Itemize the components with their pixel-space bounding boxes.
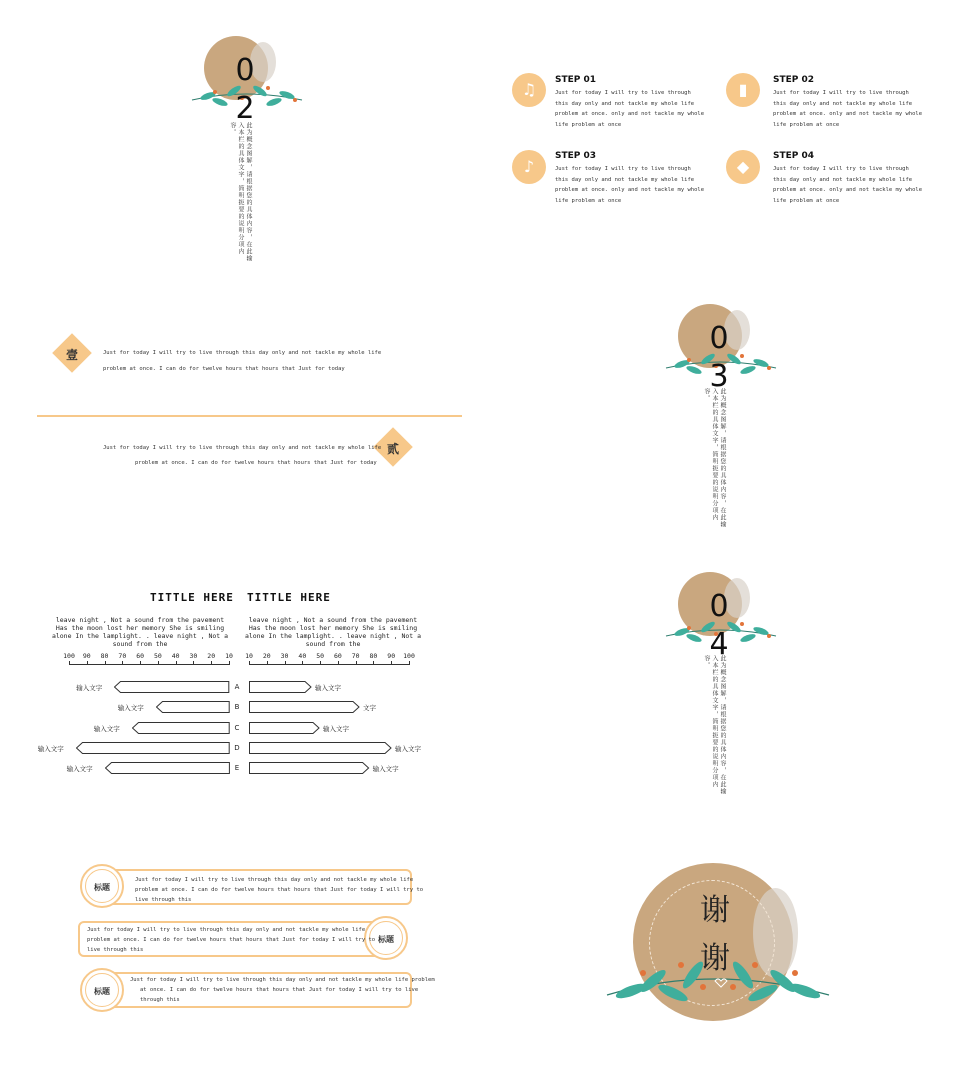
row-letter: E <box>234 764 240 773</box>
right-bar <box>249 681 312 693</box>
label-box-line: Just for today I will try to live through this day only and not tackle my whole life problem <box>130 977 435 983</box>
tick-label: 20 <box>262 652 271 660</box>
right-bar <box>249 742 392 754</box>
tick-label: 50 <box>316 652 325 660</box>
left-title: TITTLE HERE <box>150 591 234 604</box>
tick-label: 60 <box>136 652 145 660</box>
label-box-line: at once. I can do for twelve hours that hours that Just for today I will try to live <box>140 987 419 993</box>
thanks-char: 谢 <box>700 941 730 976</box>
thanks-badge <box>603 858 833 1028</box>
label-box-line: problem at once. I can do for twelve hours that hours that Just for today I will try to <box>87 937 376 943</box>
tick-label: 10 <box>225 652 233 660</box>
tick-label: 60 <box>333 652 342 660</box>
right-bar-label: 输入文字 <box>395 744 421 753</box>
right-bar-label: 输入文字 <box>323 724 349 733</box>
tick-label: 90 <box>387 652 396 660</box>
tick-label: 100 <box>63 652 75 660</box>
section-vertical-text: 此为概念图解，请根据您的具体内容，在此输入本栏的具体文字，简明扼要的说明分项内容。 <box>703 388 726 528</box>
tick-label: 100 <box>403 652 415 660</box>
tick-label: 70 <box>118 652 127 660</box>
tick-mark <box>158 661 159 665</box>
label-box-line: problem at once. I can do for twelve hours that hours that Just for today I will try to <box>135 887 424 893</box>
tick-mark <box>338 661 339 665</box>
diamond-text-line: Just for today I will try to live through this day only and not tackle my whole life <box>103 445 382 451</box>
row-letter: C <box>234 723 240 732</box>
section-badge-03 <box>664 298 779 394</box>
section-number-top: 0 <box>709 589 729 624</box>
tick-label: 20 <box>207 652 216 660</box>
tick-mark <box>302 661 303 665</box>
tick-label: 90 <box>82 652 91 660</box>
tick-label: 40 <box>298 652 307 660</box>
tick-mark <box>176 661 177 665</box>
tick-mark <box>267 661 268 665</box>
tick-mark <box>87 661 88 665</box>
tick-mark <box>409 661 410 665</box>
row-letter: A <box>234 683 240 691</box>
tick-label: 70 <box>351 652 360 660</box>
left-body: leave night , Not a sound from the pavement Has the moon lost her memory She is smiling alone In the lamplight. . leave night , Not a sound from the <box>51 616 229 648</box>
section-vertical-text: 此为概念图解，请根据您的具体内容，在此输入本栏的具体文字，简明扼要的说明分项内容。 <box>703 655 726 795</box>
right-title: TITTLE HERE <box>247 591 331 604</box>
right-bar-label: 输入文字 <box>315 684 341 692</box>
tick-label: 30 <box>189 652 198 660</box>
tick-label: 50 <box>153 652 162 660</box>
left-bar <box>76 742 230 754</box>
step-body: Just for today I will try to live through this day only and not tackle my whole life problem at once. only and not tackle my whole life problem at once <box>773 166 923 204</box>
left-bar <box>132 722 230 734</box>
left-bar-label: 输入文字 <box>117 704 144 713</box>
tick-label: 10 <box>245 652 253 660</box>
divider <box>37 415 462 417</box>
book-icon: ▮ <box>726 73 760 107</box>
left-bar <box>114 681 230 693</box>
tick-mark <box>285 661 286 665</box>
right-bar <box>249 722 320 734</box>
tick-mark <box>373 661 374 665</box>
right-bar-label: 文字 <box>363 704 376 713</box>
left-bar-label: 输入文字 <box>93 724 120 733</box>
step-title: STEP 03 <box>555 151 597 161</box>
label-box-line: Just for today I will try to live through this day only and not tackle my whole life <box>87 927 366 933</box>
tick-mark <box>320 661 321 665</box>
section-number-bottom: 2 <box>235 91 255 126</box>
tick-mark <box>229 661 230 665</box>
axis-line <box>249 664 409 665</box>
step-body: Just for today I will try to live through this day only and not tackle my whole life problem at once. only and not tackle my whole life problem at once <box>555 166 705 204</box>
music-note-icon: ♪ <box>512 150 546 184</box>
left-bar <box>105 762 230 774</box>
label-box-line: Just for today I will try to live through this day only and not tackle my whole life <box>135 877 414 883</box>
axis-line <box>69 664 229 665</box>
tick-mark <box>391 661 392 665</box>
music-note-icon: ♫ <box>512 73 546 107</box>
right-bar-label: 输入文字 <box>372 765 399 774</box>
label-box-line: live through this <box>87 947 144 953</box>
tick-mark <box>249 661 250 665</box>
label-circle <box>80 864 124 908</box>
step-body: Just for today I will try to live through this day only and not tackle my whole life problem at once. only and not tackle my whole life problem at once <box>773 90 923 128</box>
row-letter: B <box>234 703 240 712</box>
step-title: STEP 04 <box>773 151 815 161</box>
step-title: STEP 02 <box>773 75 815 85</box>
section-number-top: 0 <box>235 53 255 88</box>
section-number-bottom: 4 <box>709 627 729 662</box>
step-title: STEP 01 <box>555 75 597 85</box>
tick-label: 40 <box>171 652 180 660</box>
tick-label: 80 <box>369 652 378 660</box>
diamond-label: 贰 <box>386 442 399 456</box>
label-title: 标题 <box>85 869 119 903</box>
tick-mark <box>140 661 141 665</box>
tick-label: 80 <box>100 652 109 660</box>
section-vertical-text: 此为概念图解，请根据您的具体内容，在此输入本栏的具体文字，简明扼要的说明分项内容。 <box>229 122 252 262</box>
label-circle <box>80 968 124 1012</box>
section-badge-04 <box>664 566 779 662</box>
tick-mark <box>105 661 106 665</box>
right-bar <box>249 701 360 713</box>
section-number-top: 0 <box>709 321 729 356</box>
label-title: 标题 <box>369 921 403 955</box>
tick-mark <box>193 661 194 665</box>
tick-mark <box>122 661 123 665</box>
tick-label: 30 <box>280 652 289 660</box>
diamond-text-line: problem at once. I can do for twelve hours that hours that Just for today <box>135 460 377 466</box>
left-bar-label: 输入文字 <box>66 765 93 774</box>
label-box-line: through this <box>140 997 180 1003</box>
row-letter: D <box>234 743 240 752</box>
right-body: leave night , Not a sound from the pavement Has the moon lost her memory She is smiling alone In the lamplight. . leave night , Not a sound from the <box>244 616 422 648</box>
diamond-label: 壹 <box>65 348 78 362</box>
section-badge-02 <box>190 30 305 126</box>
diamond-text-line: problem at once. I can do for twelve hours that hours that Just for today <box>103 366 345 372</box>
diamond-text-line: Just for today I will try to live through this day only and not tackle my whole life <box>103 350 382 356</box>
tick-mark <box>211 661 212 665</box>
section-number-bottom: 3 <box>709 359 729 394</box>
thanks-char: 谢 <box>700 893 730 928</box>
right-bar <box>249 762 370 774</box>
left-bar-label: 输入文字 <box>37 744 64 753</box>
left-bar-label: 输入文字 <box>76 684 103 692</box>
graduation-cap-icon: ◆ <box>726 150 760 184</box>
step-body: Just for today I will try to live through this day only and not tackle my whole life problem at once. only and not tackle my whole life problem at once <box>555 90 705 128</box>
label-title: 标题 <box>85 973 119 1007</box>
left-bar <box>156 701 230 713</box>
tick-mark <box>356 661 357 665</box>
tick-mark <box>69 661 70 665</box>
label-box-line: live through this <box>135 897 192 903</box>
